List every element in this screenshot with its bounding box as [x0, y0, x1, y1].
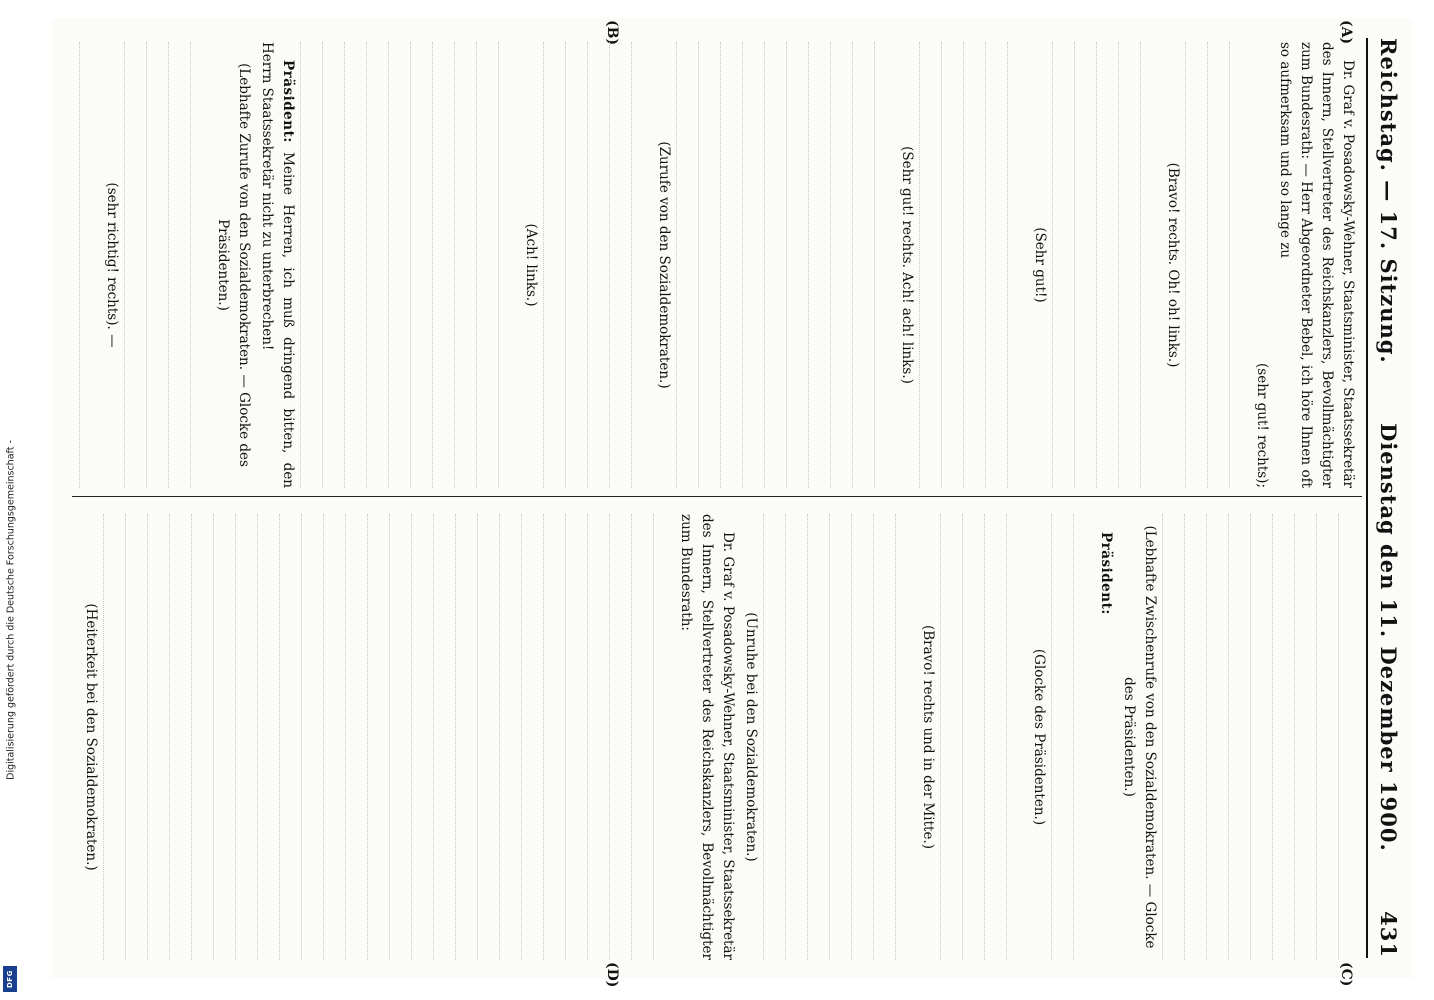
scanned-page: [52, 18, 1412, 988]
untranscribed-line: [411, 514, 431, 960]
untranscribed-line: [190, 42, 210, 488]
reaction-note: (Lebhafte Zurufe von den Sozialdemokraten. — Glocke des Präsidenten.): [215, 63, 252, 467]
untranscribed-line: [962, 514, 982, 960]
untranscribed-line: [432, 42, 452, 488]
untranscribed-line: [720, 42, 740, 488]
untranscribed-line: [940, 514, 960, 960]
paragraph: Dr. Graf v. Posadowsky-Wehner, Staatsminister, Staatssekretär des Innern, Stellvertreter des Reichskanzlers, Bevollmächtigter zum Bundesrath:: [678, 514, 736, 960]
untranscribed-line: [829, 514, 849, 960]
untranscribed-line: [698, 42, 718, 488]
digitization-footer: [0, 0, 22, 1000]
president-paragraph: [1095, 514, 1116, 960]
untranscribed-line: [499, 514, 519, 960]
untranscribed-line: [1052, 42, 1072, 488]
president-paragraph: [256, 42, 298, 488]
untranscribed-line: [169, 514, 189, 960]
untranscribed-line: [455, 514, 475, 960]
untranscribed-line: [543, 42, 563, 488]
untranscribed-line: [984, 514, 1004, 960]
untranscribed-line: [565, 42, 585, 488]
untranscribed-line: [235, 514, 255, 960]
untranscribed-line: [631, 514, 651, 960]
untranscribed-line: [125, 514, 145, 960]
untranscribed-line: [1272, 514, 1292, 960]
page-content-rotated: [52, 18, 1412, 988]
funding-credit-text: Digitalisierung gefördert durch die Deutsche Forschungsgemeinschaft -: [5, 440, 17, 780]
paragraph: Dr. Graf v. Posadowsky-Wehner, Staatsminister, Staatssekretär des Innern, Stellvertreter des Reichskanzlers, Bevollmächtigter zum Bundesrath: — Herr Abgeordneter Bebel, ich höre Ihnen oft so aufmerksam und so lange zu: [1277, 42, 1356, 488]
reaction-note: (Bravo! rechts und in der Mitte.): [920, 624, 936, 850]
untranscribed-line: [963, 42, 983, 488]
untranscribed-line: [388, 42, 408, 488]
running-head-center: Dienstag den 11. Dezember 1900.: [1376, 423, 1402, 852]
untranscribed-line: [146, 42, 166, 488]
reaction-note: (Zurufe von den Sozialdemokraten.): [656, 141, 672, 389]
untranscribed-line: [1207, 42, 1227, 488]
header-rule: [1366, 38, 1368, 958]
untranscribed-line: [68, 42, 77, 488]
untranscribed-line: [609, 42, 629, 488]
untranscribed-line: [941, 42, 961, 488]
margin-marker-b: (B): [604, 20, 620, 46]
untranscribed-line: [1184, 514, 1204, 960]
untranscribed-line: [874, 42, 894, 488]
reaction-note: (sehr gut! rechts);: [1254, 363, 1270, 488]
paragraph-text: Meine Herren, ich muß dringend bitten, den Herrn Staatssekretär nicht zu unterbrechen!: [259, 42, 296, 488]
reaction-note: (Glocke des Präsidenten.): [1031, 648, 1047, 826]
untranscribed-line: [1162, 514, 1182, 960]
untranscribed-line: [919, 42, 939, 488]
untranscribed-line: [1316, 514, 1336, 960]
untranscribed-line: [1096, 42, 1116, 488]
untranscribed-line: [1338, 514, 1358, 960]
untranscribed-line: [587, 514, 607, 960]
reaction-note: (Heiterkeit bei den Sozialdemokraten.): [83, 603, 99, 871]
untranscribed-line: [1250, 514, 1270, 960]
untranscribed-line: [1206, 514, 1226, 960]
untranscribed-line: [1229, 42, 1249, 488]
untranscribed-line: [367, 514, 387, 960]
untranscribed-line: [565, 514, 585, 960]
untranscribed-line: [366, 42, 386, 488]
margin-marker-a: (A): [1338, 20, 1354, 45]
reaction-note: (Ach! links.): [523, 223, 539, 307]
untranscribed-line: [851, 514, 871, 960]
untranscribed-line: [279, 514, 299, 960]
right-column: [68, 514, 1358, 960]
left-column: [68, 42, 1358, 488]
untranscribed-line: [1007, 42, 1027, 488]
untranscribed-line: [124, 42, 144, 488]
untranscribed-line: [742, 42, 762, 488]
untranscribed-line: [477, 514, 497, 960]
untranscribed-line: [168, 42, 188, 488]
margin-marker-c: (C): [1338, 962, 1354, 987]
speaker-name: Präsident:: [1098, 532, 1114, 615]
untranscribed-line: [830, 42, 850, 488]
untranscribed-line: [1051, 514, 1071, 960]
untranscribed-line: [676, 42, 696, 488]
untranscribed-line: [191, 514, 211, 960]
untranscribed-line: [763, 514, 783, 960]
untranscribed-line: [631, 42, 651, 488]
untranscribed-line: [103, 514, 123, 960]
untranscribed-line: [609, 514, 629, 960]
untranscribed-line: [300, 42, 320, 488]
page-number: 431: [1376, 911, 1402, 958]
reaction-note: (Unruhe bei den Sozialdemokraten.): [743, 612, 759, 862]
untranscribed-line: [1140, 42, 1160, 488]
untranscribed-line: [1074, 42, 1094, 488]
untranscribed-line: [454, 42, 474, 488]
untranscribed-line: [323, 514, 343, 960]
reaction-note: (Sehr gut! rechts. Ach! ach! links.): [899, 146, 915, 384]
untranscribed-line: [786, 42, 806, 488]
untranscribed-line: [873, 514, 893, 960]
running-head: [1372, 38, 1406, 958]
reaction-note: (sehr richtig! rechts). —: [104, 182, 120, 348]
untranscribed-line: [389, 514, 409, 960]
untranscribed-line: [301, 514, 321, 960]
dfg-logo: DFG: [3, 966, 17, 992]
untranscribed-line: [1118, 42, 1138, 488]
untranscribed-line: [807, 514, 827, 960]
untranscribed-line: [985, 42, 1005, 488]
untranscribed-line: [433, 514, 453, 960]
reaction-note: (Bravo! rechts. Oh! oh! links.): [1165, 162, 1181, 368]
running-head-left: Reichstag. — 17. Sitzung.: [1376, 38, 1402, 364]
untranscribed-line: [808, 42, 828, 488]
untranscribed-line: [785, 514, 805, 960]
untranscribed-line: [498, 42, 518, 488]
untranscribed-line: [653, 514, 673, 960]
untranscribed-line: [1006, 514, 1026, 960]
margin-marker-d: (D): [604, 962, 620, 988]
untranscribed-line: [1185, 42, 1205, 488]
column-divider: [72, 496, 1362, 497]
speaker-name: Präsident:: [280, 60, 296, 143]
untranscribed-line: [79, 42, 99, 488]
untranscribed-line: [1294, 514, 1314, 960]
reaction-note: (Lebhafte Zwischenrufe von den Sozialdemokraten. — Glocke des Präsidenten.): [1121, 525, 1158, 949]
reaction-note: (Sehr gut!): [1032, 227, 1048, 303]
untranscribed-line: [1228, 514, 1248, 960]
untranscribed-line: [476, 42, 496, 488]
untranscribed-line: [68, 514, 78, 960]
untranscribed-line: [852, 42, 872, 488]
untranscribed-line: [543, 514, 563, 960]
untranscribed-line: [1073, 514, 1093, 960]
untranscribed-line: [895, 514, 915, 960]
untranscribed-line: [587, 42, 607, 488]
untranscribed-line: [345, 514, 365, 960]
untranscribed-line: [410, 42, 430, 488]
untranscribed-line: [764, 42, 784, 488]
untranscribed-line: [257, 514, 277, 960]
untranscribed-line: [322, 42, 342, 488]
untranscribed-line: [213, 514, 233, 960]
untranscribed-line: [147, 514, 167, 960]
untranscribed-line: [521, 514, 541, 960]
untranscribed-line: [344, 42, 364, 488]
